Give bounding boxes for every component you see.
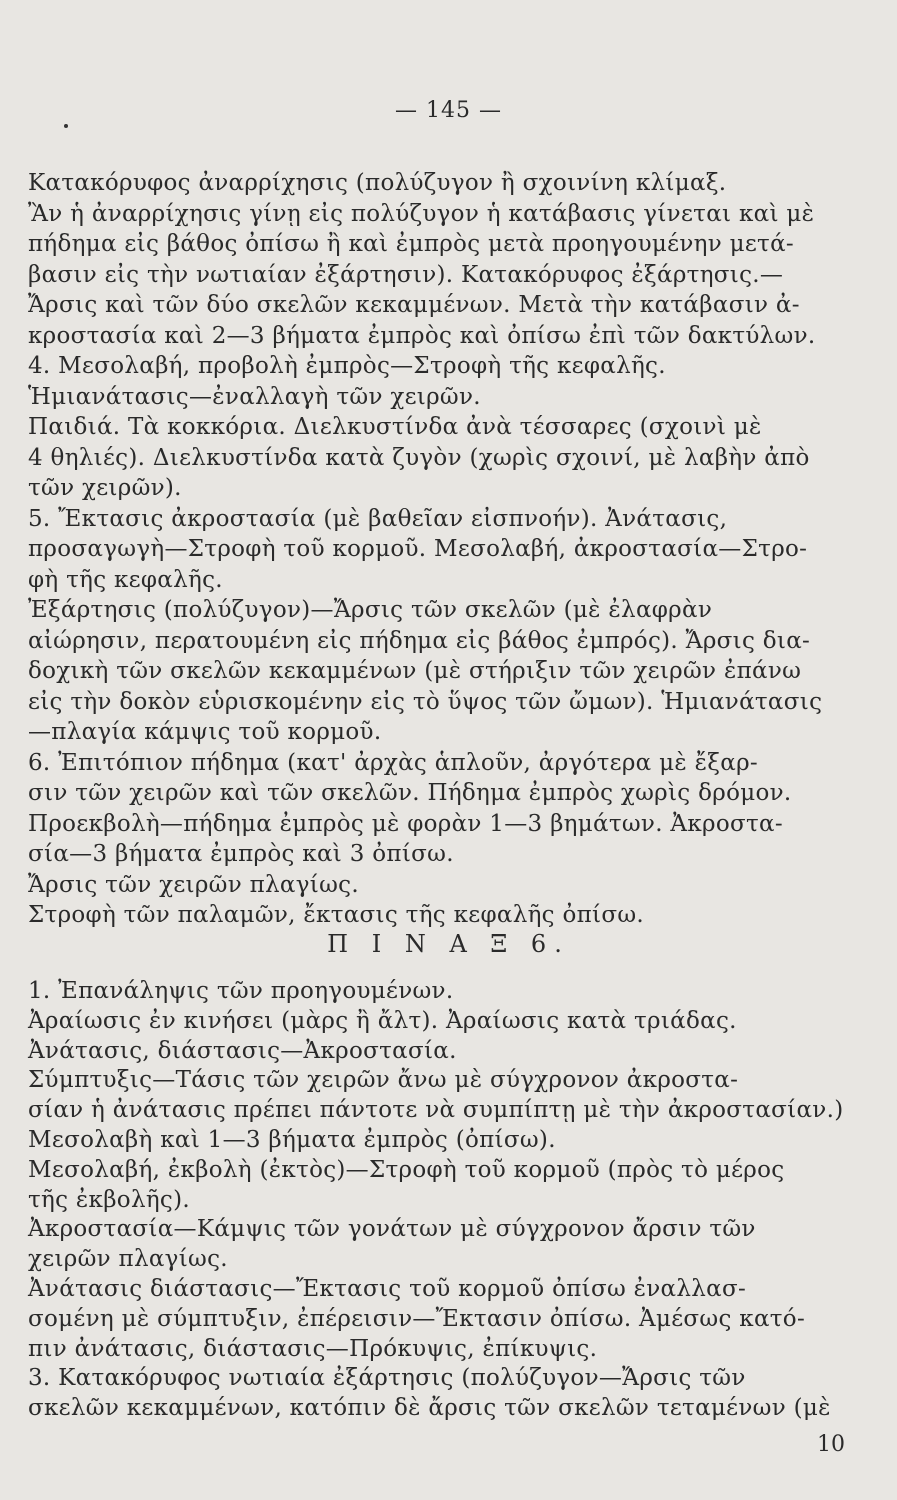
text-line: Στροφὴ τῶν παλαμῶν, ἔκτασις τῆς κεφαλῆς ὀπίσω.: [28, 902, 644, 928]
text-line: Ἀνάτασις, διάστασις—Ἀκροστασία.: [28, 1037, 457, 1064]
text-line: πήδημα εἰς βάθος ὀπίσω ἢ καὶ ἐμπρὸς μετὰ προηγουμένην μετά-: [28, 231, 794, 257]
text-line: χειρῶν πλαγίως.: [28, 1246, 228, 1273]
text-line: σιν τῶν χειρῶν καὶ τῶν σκελῶν. Πήδημα ἐμπρὸς χωρὶς δρόμον.: [28, 780, 792, 806]
text-line: —πλαγία κάμψις τοῦ κορμοῦ.: [28, 719, 382, 745]
text-line: Ἡμιανάτασις—ἐναλλαγὴ τῶν χειρῶν.: [28, 383, 481, 410]
text-line: 6. Ἐπιτόπιον πήδημα (κατ' ἀρχὰς ἁπλοῦν, ἀργότερα μὲ ἔξαρ-: [28, 749, 758, 776]
text-line: αἰώρησιν, περατουμένη εἰς πήδημα εἰς βάθος ἐμπρός). Ἄρσις δια-: [28, 627, 811, 654]
text-line: Μεσολαβή, ἐκβολὴ (ἐκτὸς)—Στροφὴ τοῦ κορμοῦ (πρὸς τὸ μέρος: [28, 1156, 785, 1183]
text-line: Ἄρσις τῶν χειρῶν πλαγίως.: [28, 871, 359, 898]
text-line: 3. Κατακόρυφος νωτιαία ἐξάρτησις (πολύζυγον—Ἄρσις τῶν: [28, 1365, 746, 1392]
text-line: Σύμπτυξις—Τάσις τῶν χειρῶν ἄνω μὲ σύγχρονον ἀκροστα-: [28, 1067, 739, 1094]
text-line: Ἂν ἡ ἀναρρίχησις γίνῃ εἰς πολύζυγον ἡ κατάβασις γίνεται καὶ μὲ: [28, 200, 815, 227]
signature-mark: 10: [817, 1432, 845, 1457]
text-line: 1. Ἐπανάληψις τῶν προηγουμένων.: [28, 978, 454, 1004]
text-line: τῶν χειρῶν).: [28, 475, 182, 501]
text-line: 4. Μεσολαβή, προβολὴ ἐμπρὸς—Στροφὴ τῆς κεφαλῆς.: [28, 353, 666, 379]
text-line: σομένη μὲ σύμπτυξιν, ἐπέρεισιν—Ἔκτασιν ὀπίσω. Ἀμέσως κατό-: [28, 1305, 806, 1332]
text-line: προσαγωγὴ—Στροφὴ τοῦ κορμοῦ. Μεσολαβή, ἀκροστασία—Στρο-: [28, 536, 808, 562]
section-heading: Π Ι Ν Α Ξ 6.: [327, 930, 570, 958]
text-line: Μεσολαβὴ καὶ 1—3 βήματα ἐμπρὸς (ὀπίσω).: [28, 1127, 556, 1153]
text-line: δοχικὴ τῶν σκελῶν κεκαμμένων (μὲ στήριξιν τῶν χειρῶν ἐπάνω: [28, 658, 802, 684]
text-line: κροστασία καὶ 2—3 βήματα ἐμπρὸς καὶ ὀπίσω ἐπὶ τῶν δακτύλων.: [28, 322, 816, 349]
text-line: Ἀνάτασις διάστασις—Ἔκτασις τοῦ κορμοῦ ὀπίσω ἐναλλασ-: [28, 1276, 747, 1302]
text-line: φὴ τῆς κεφαλῆς.: [28, 566, 223, 593]
text-line: σκελῶν κεκαμμένων, κατόπιν δὲ ἄρσις τῶν σκελῶν τεταμένων (μὲ: [28, 1395, 831, 1422]
text-line: 4 θηλιές). Διελκυστίνδα κατὰ ζυγὸν (χωρὶς σχοινί, μὲ λαβὴν ἀπὸ: [28, 444, 810, 471]
text-line: βασιν εἰς τὴν νωτιαίαν ἐξάρτησιν). Κατακόρυφος ἐξάρτησις.—: [28, 261, 784, 288]
page-number: — 145 —: [395, 98, 502, 123]
text-line: Ἄρσις καὶ τῶν δύο σκελῶν κεκαμμένων. Μετὰ τὴν κατάβασιν ἀ-: [28, 292, 800, 318]
text-line: Ἀραίωσις ἐν κινήσει (μὰρς ἢ ἄλτ). Ἀραίωσις κατὰ τριάδας.: [28, 1007, 737, 1034]
text-line: Παιδιά. Τὰ κοκκόρια. Διελκυστίνδα ἀνὰ τέσσαρες (σχοινὶ μὲ: [28, 414, 762, 440]
text-line: 5. Ἔκτασις ἀκροστασία (μὲ βαθεῖαν εἰσπνοήν). Ἀνάτασις,: [28, 505, 728, 532]
text-line: σία—3 βήματα ἐμπρὸς καὶ 3 ὀπίσω.: [28, 841, 454, 867]
text-line: πιν ἀνάτασις, διάστασις—Πρόκυψις, ἐπίκυψις.: [28, 1335, 598, 1362]
text-line: Ἐξάρτησις (πολύζυγον)—Ἄρσις τῶν σκελῶν (μὲ ἐλαφρὰν: [28, 597, 713, 623]
text-line: Προεκβολὴ—πήδημα ἐμπρὸς μὲ φορὰν 1—3 βημάτων. Ἀκροστα-: [28, 810, 783, 837]
ink-dot: [64, 124, 68, 128]
text-line: τῆς ἐκβολῆς).: [28, 1186, 190, 1213]
text-line: εἰς τὴν δοκὸν εὑρισκομένην εἰς τὸ ὕψος τῶν ὤμων). Ἡμιανάτασις: [28, 688, 823, 715]
text-line: Κατακόρυφος ἀναρρίχησις (πολύζυγον ἢ σχοινίνη κλίμαξ.: [28, 170, 727, 196]
text-line: Ἀκροστασία—Κάμψις τῶν γονάτων μὲ σύγχρονον ἄρσιν τῶν: [28, 1216, 756, 1243]
text-line: σίαν ἡ ἀνάτασις πρέπει πάντοτε νὰ συμπίπτῃ μὲ τὴν ἀκροστασίαν.): [28, 1097, 844, 1124]
